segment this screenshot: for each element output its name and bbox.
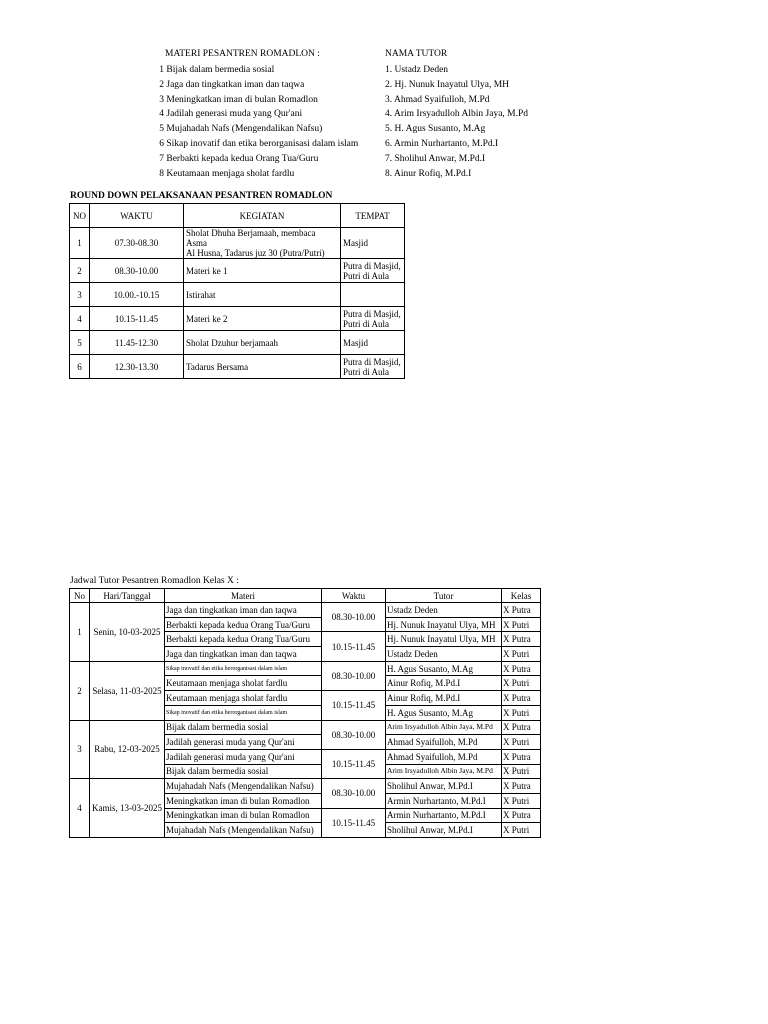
cell-kelas: X Putra [502, 691, 541, 706]
col-hari-header: Hari/Tanggal [90, 589, 165, 603]
cell-materi: Sikap inovatif dan etika berorganisasi dalam islam [165, 661, 322, 676]
cell-hari: Selasa, 11-03-2025 [90, 661, 165, 720]
cell-materi: Meningkatkan iman di bulan Romadlon [165, 808, 322, 823]
list-item: 4 Jadilah generasi muda yang Qur'ani [159, 109, 303, 120]
jadwal-title: Jadwal Tutor Pesantren Romadlon Kelas X : [70, 576, 239, 586]
table-row [70, 331, 405, 355]
cell-kelas: X Putri [502, 617, 541, 632]
cell-tutor: Ustadz Deden [386, 603, 502, 618]
cell-materi: Jaga dan tingkatkan iman dan taqwa [165, 647, 322, 662]
cell-materi: Keutamaan menjaga sholat fardlu [165, 691, 322, 706]
cell-waktu: 07.30-08.30 [90, 228, 184, 259]
list-item: 8 Keutamaan menjaga sholat fardlu [159, 168, 295, 179]
cell-kelas: X Putri [502, 764, 541, 779]
cell-no: 3 [70, 720, 90, 779]
cell-tutor: Arim Irsyadulloh Albin Jaya, M.Pd [386, 764, 502, 779]
table-header-row [70, 589, 541, 603]
cell-tempat: Putra di Masjid, Putri di Aula [341, 259, 405, 283]
cell-waktu: 10.15-11.45 [322, 691, 386, 720]
cell-materi: Mujahadah Nafs (Mengendalikan Nafsu) [165, 779, 322, 794]
table-row [70, 603, 541, 618]
cell-no: 1 [70, 603, 90, 662]
cell-kelas: X Putri [502, 676, 541, 691]
cell-no: 3 [70, 283, 90, 307]
cell-waktu: 10.15-11.45 [322, 749, 386, 778]
cell-kelas: X Putra [502, 720, 541, 735]
cell-materi: Jaga dan tingkatkan iman dan taqwa [165, 603, 322, 618]
cell-materi: Meningkatkan iman di bulan Romadlon [165, 793, 322, 808]
cell-kelas: X Putra [502, 808, 541, 823]
list-item: 3 Meningkatkan iman di bulan Romadlon [159, 94, 318, 105]
cell-kelas: X Putra [502, 779, 541, 794]
cell-kelas: X Putri [502, 647, 541, 662]
col-tutor-header: Tutor [386, 589, 502, 603]
cell-no: 2 [70, 661, 90, 720]
cell-waktu: 10.15-11.45 [322, 632, 386, 661]
rundown-title: ROUND DOWN PELAKSANAAN PESANTREN ROMADLON [70, 191, 333, 201]
list-item: 1. Ustadz Deden [385, 65, 449, 75]
list-item: 8. Ainur Rofiq, M.Pd.I [385, 168, 472, 179]
cell-materi: Keutamaan menjaga sholat fardlu [165, 676, 322, 691]
col-materi-header: Materi [165, 589, 322, 603]
cell-tutor: Hj. Nunuk Inayatul Ulya, MH [386, 632, 502, 647]
list-item: 1 Bijak dalam bermedia sosial [159, 65, 275, 75]
table-row [70, 307, 405, 331]
table-row [70, 661, 541, 676]
cell-waktu: 12.30-13.30 [90, 355, 184, 379]
cell-tutor: H. Agus Susanto, M.Ag [386, 705, 502, 720]
list-item: 6 Sikap inovatif dan etika berorganisasi dalam islam [159, 138, 359, 149]
table-row [70, 720, 541, 735]
table-row [70, 259, 405, 283]
cell-waktu: 08.30-10.00 [322, 720, 386, 749]
list-item: 7 Berbakti kepada kedua Orang Tua/Guru [159, 153, 319, 164]
tutor-list [385, 63, 528, 181]
cell-kegiatan: Tadarus Bersama [184, 355, 341, 379]
cell-tutor: Armin Nurhartanto, M.Pd.I [386, 793, 502, 808]
cell-waktu: 10.00.-10.15 [90, 283, 184, 307]
list-item: 2 Jaga dan tingkatkan iman dan taqwa [159, 79, 305, 90]
cell-materi: Mujahadah Nafs (Mengendalikan Nafsu) [165, 823, 322, 838]
table-row [70, 355, 405, 379]
cell-tutor: Ahmad Syaifulloh, M.Pd [386, 749, 502, 764]
cell-kelas: X Putri [502, 735, 541, 750]
cell-kegiatan: Sholat Dhuha Berjamaah, membaca Asma Al Husna, Tadarus juz 30 (Putra/Putri) [184, 228, 341, 259]
cell-no: 6 [70, 355, 90, 379]
col-waktu-header: WAKTU [90, 204, 184, 228]
cell-tutor: Sholihul Anwar, M.Pd.I [386, 779, 502, 794]
cell-materi: Jadilah generasi muda yang Qur'ani [165, 749, 322, 764]
cell-kelas: X Putri [502, 823, 541, 838]
list-item: 7. Sholihul Anwar, M.Pd.I [385, 153, 486, 164]
cell-no: 4 [70, 307, 90, 331]
col-kegiatan-header: KEGIATAN [184, 204, 341, 228]
cell-no: 1 [70, 228, 90, 259]
list-item: 5 Mujahadah Nafs (Mengendalikan Nafsu) [159, 124, 323, 135]
cell-materi: Bijak dalam bermedia sosial [165, 720, 322, 735]
cell-kegiatan: Istirahat [184, 283, 341, 307]
table-header-row [70, 204, 405, 228]
cell-no: 2 [70, 259, 90, 283]
cell-kegiatan: Sholat Dzuhur berjamaah [184, 331, 341, 355]
cell-hari: Rabu, 12-03-2025 [90, 720, 165, 779]
cell-waktu: 08.30-10.00 [322, 603, 386, 632]
cell-tempat: Masjid [341, 228, 405, 259]
cell-hari: Senin, 10-03-2025 [90, 603, 165, 662]
cell-kelas: X Putra [502, 603, 541, 618]
col-no-header: NO [70, 204, 90, 228]
materi-title: MATERI PESANTREN ROMADLON : [165, 49, 320, 59]
list-item: 3. Ahmad Syaifulloh, M.Pd [385, 94, 490, 105]
rundown-table [69, 203, 405, 379]
cell-tutor: H. Agus Susanto, M.Ag [386, 661, 502, 676]
cell-tutor: Sholihul Anwar, M.Pd.I [386, 823, 502, 838]
cell-kegiatan: Materi ke 1 [184, 259, 341, 283]
cell-kelas: X Putra [502, 749, 541, 764]
cell-materi: Jadilah generasi muda yang Qur'ani [165, 735, 322, 750]
table-row [70, 228, 405, 259]
cell-kelas: X Putra [502, 632, 541, 647]
cell-materi: Bijak dalam bermedia sosial [165, 764, 322, 779]
col-tempat-header: TEMPAT [341, 204, 405, 228]
table-row [70, 283, 405, 307]
cell-kelas: X Putri [502, 793, 541, 808]
cell-waktu: 10.15-11.45 [90, 307, 184, 331]
cell-waktu: 10.15-11.45 [322, 808, 386, 837]
list-item: 2. Hj. Nunuk Inayatul Ulya, MH [385, 79, 510, 90]
materi-list [150, 63, 358, 181]
cell-tutor: Hj. Nunuk Inayatul Ulya, MH [386, 617, 502, 632]
cell-tempat [341, 283, 405, 307]
cell-kegiatan: Materi ke 2 [184, 307, 341, 331]
cell-materi: Berbakti kepada kedua Orang Tua/Guru [165, 632, 322, 647]
cell-waktu: 08.30-10.00 [322, 779, 386, 808]
list-item: 4. Arim Irsyadulloh Albin Jaya, M.Pd [385, 109, 529, 120]
cell-materi: Sikap inovatif dan etika berorganisasi dalam islam [165, 705, 322, 720]
cell-kelas: X Putra [502, 661, 541, 676]
jadwal-table [69, 588, 541, 838]
cell-materi: Berbakti kepada kedua Orang Tua/Guru [165, 617, 322, 632]
tutor-title: NAMA TUTOR [385, 49, 448, 59]
list-item: 6. Armin Nurhartanto, M.Pd.I [385, 138, 499, 149]
cell-no: 5 [70, 331, 90, 355]
cell-tutor: Arim Irsyadulloh Albin Jaya, M.Pd [386, 720, 502, 735]
col-no-header: No [70, 589, 90, 603]
cell-waktu: 08.30-10.00 [322, 661, 386, 690]
cell-no: 4 [70, 779, 90, 838]
cell-tutor: Ahmad Syaifulloh, M.Pd [386, 735, 502, 750]
table-row [70, 779, 541, 794]
cell-tempat: Putra di Masjid, Putri di Aula [341, 355, 405, 379]
cell-tutor: Ustadz Deden [386, 647, 502, 662]
cell-hari: Kamis, 13-03-2025 [90, 779, 165, 838]
cell-waktu: 11.45-12.30 [90, 331, 184, 355]
cell-kelas: X Putri [502, 705, 541, 720]
cell-tutor: Armin Nurhartanto, M.Pd.I [386, 808, 502, 823]
cell-tutor: Ainur Rofiq, M.Pd.I [386, 691, 502, 706]
cell-tempat: Putra di Masjid, Putri di Aula [341, 307, 405, 331]
cell-tutor: Ainur Rofiq, M.Pd.I [386, 676, 502, 691]
cell-waktu: 08.30-10.00 [90, 259, 184, 283]
col-waktu-header: Waktu [322, 589, 386, 603]
col-kelas-header: Kelas [502, 589, 541, 603]
cell-tempat: Masjid [341, 331, 405, 355]
list-item: 5. H. Agus Susanto, M.Ag [385, 124, 486, 135]
